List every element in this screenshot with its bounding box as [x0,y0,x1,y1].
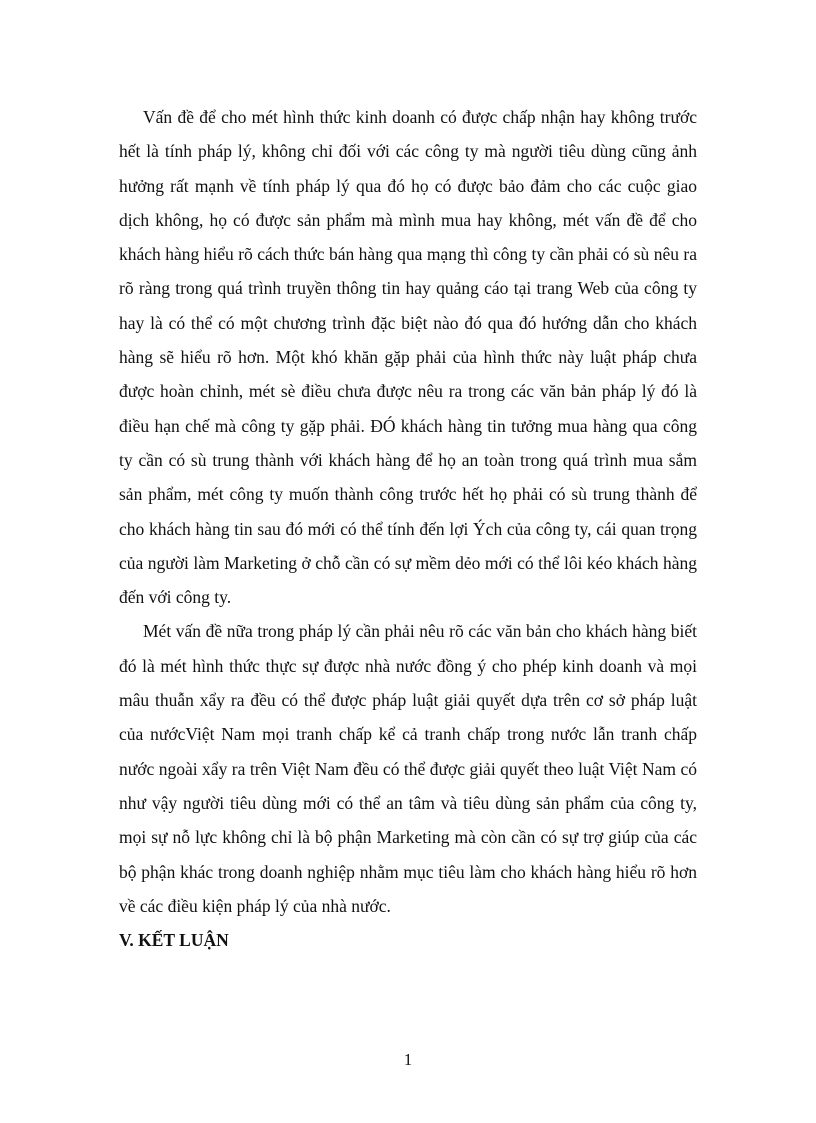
document-body [119,100,697,957]
paragraph-legal-issues: Vấn đề để cho mét hình thức kinh doanh có được chấp nhận hay không trước hết là tính pháp lý, không chỉ đối với các công ty mà người tiêu dùng cũng ảnh hưởng rất mạnh về tính pháp lý qua đó họ có được bảo đảm cho các cuộc giao dịch không, họ có được sản phẩm mà mình mua hay không, mét vấn đề để cho khách hàng hiểu rõ cách thức bán hàng qua mạng thì công ty cần phải có sù nêu ra rõ ràng trong quá trình truyền thông tin hay quảng cáo tại trang Web của công ty hay là có thể có một chương trình đặc biệt nào đó qua đó hướng dẫn cho khách hàng sẽ hiểu rõ hơn. Một khó khăn gặp phải của hình thức này luật pháp chưa được hoàn chỉnh, mét sè điều chưa được nêu ra trong các văn bản pháp lý đó là điều hạn chế mà công ty gặp phải. ĐÓ khách hàng tin tưởng mua hàng qua công ty cần có sù trung thành với khách hàng để họ an toàn trong quá trình mua sắm sản phẩm, mét công ty muốn thành công trước hết họ phải có sù trung thành để cho khách hàng tin sau đó mới có thể tính đến lợi Ých của công ty, cái quan trọng của người làm Marketing ở chỗ cần có sự mềm dẻo mới có thể lôi kéo khách hàng đến với công ty. [119,107,697,608]
page-number: 1 [403,1050,413,1069]
section-heading-conclusion: V. KẾT LUẬN [119,930,229,951]
paragraph-legal-documents: Mét vấn đề nữa trong pháp lý cần phải nêu rõ các văn bản cho khách hàng biết đó là mét hình thức thực sự được nhà nước đồng ý cho phép kinh doanh và mọi mâu thuẫn xẩy ra đều có thể được pháp luật giải quyết dựa trên cơ sở pháp luật của nướcViệt Nam mọi tranh chấp kể cả tranh chấp trong nước lẫn tranh chấp nước ngoài xẩy ra trên Việt Nam đều có thể được giải quyết theo luật Việt Nam có như vậy người tiêu dùng mới có thể an tâm và tiêu dùng sản phẩm của công ty, mọi sự nỗ lực không chỉ là bộ phận Marketing mà còn cần có sự trợ giúp của các bộ phận khác trong doanh nghiệp nhằm mục tiêu làm cho khách hàng hiểu rõ hơn về các điều kiện pháp lý của nhà nước. [119,621,697,916]
